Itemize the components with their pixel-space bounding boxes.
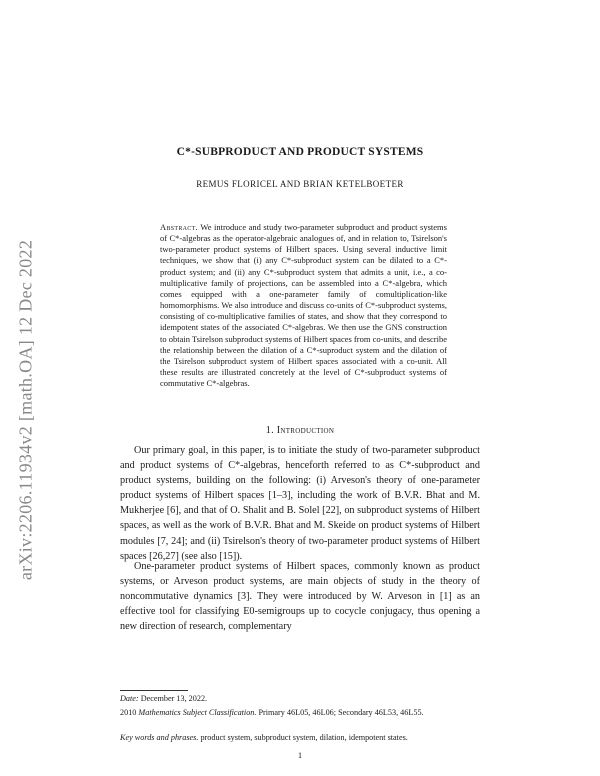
footnote-keywords [120, 732, 480, 743]
msc-label: Mathematics Subject Classification. [138, 708, 257, 717]
section-number: 1. [265, 425, 274, 436]
arxiv-identifier-text: arXiv:2206.11934v2 [math.OA] 12 Dec 2022 [15, 239, 36, 581]
abstract-text: We introduce and study two-parameter subproduct and product systems of C*-algebras as the operator-algebraic analogues of, and in relation to, Tsirelson's two-parameter product systems of Hilbert spaces. Using several inductive limit techniques, we show that (i) any C*-subproduct system can be dilated to a C*-product system; and (ii) any C*-subproduct system that admits a unit, i.e., a co-multiplicative family of projections, can be assembled into a C*-algebra, which comes equipped with a one-parameter family of comultiplication-like homomorphisms. We also introduce and discuss co-units of C*-subproduct systems, consisting of co-multiplicative families of states, and show that they correspond to idempotent states of the associated C*-algebras. We then use the GNS construction to obtain Tsirelson subproduct systems of Hilbert spaces from co-units, and describe the relationship between the dilation of a C*-suproduct system and the dilation of the Tsirelson subproduct system of Hilbert spaces associated with a co-unit. All these results are illustrated concretely at the level of C*-subproduct systems of commutative C*-algebras. [160, 222, 447, 389]
abstract-block [160, 222, 447, 389]
msc-year: 2010 [120, 708, 137, 717]
date-value: December 13, 2022. [140, 694, 208, 703]
body-paragraph-2: One-parameter product systems of Hilbert spaces, commonly known as product systems, or Arveson product systems, are main objects of study in the theory of noncommutative dynamics [3]. They were introduced by W. Arveson in [1] as an effective tool for classifying E0-semigroups up to cocycle conjugacy, thus opening a new direction of research, complementary [120, 561, 480, 633]
section-heading [0, 425, 600, 436]
abstract-label: Abstract. [160, 222, 198, 232]
arxiv-identifier-stamp [8, 190, 44, 630]
msc-value: Primary 46L05, 46L06; Secondary 46L53, 46L55. [258, 708, 424, 717]
body-paragraph-1: Our primary goal, in this paper, is to initiate the study of two-parameter subproduct and product systems of C*-algebras, henceforth referred to as C*-subproduct and product systems, building on the following: (i) Arveson's theory of one-parameter product systems of Hilbert spaces [1–3], including the work of B.V.R. Bhat and M. Mukherjee [6], and that of O. Shalit and B. Solel [22], on subproduct systems of Hilbert spaces, as well as the work of B.V.R. Bhat and M. Skeide on product systems of Hilbert modules [7, 24]; and (ii) Tsirelson's theory of two-parameter product systems of Hilbert spaces [26,27] (see also [15]). [120, 445, 480, 562]
section-title: Introduction [276, 425, 335, 436]
date-label: Date: [120, 694, 139, 703]
footnote-msc [120, 707, 480, 718]
keywords-value: product system, subproduct system, dilation, idempotent states. [200, 733, 408, 742]
paper-title: C*-SUBPRODUCT AND PRODUCT SYSTEMS [176, 146, 424, 158]
footnote-divider [120, 690, 188, 691]
paper-authors: REMUS FLORICEL AND BRIAN KETELBOETER [196, 179, 404, 189]
page-number: 1 [297, 750, 303, 760]
keywords-label: Key words and phrases. [120, 733, 199, 742]
footnote-date [120, 693, 480, 704]
